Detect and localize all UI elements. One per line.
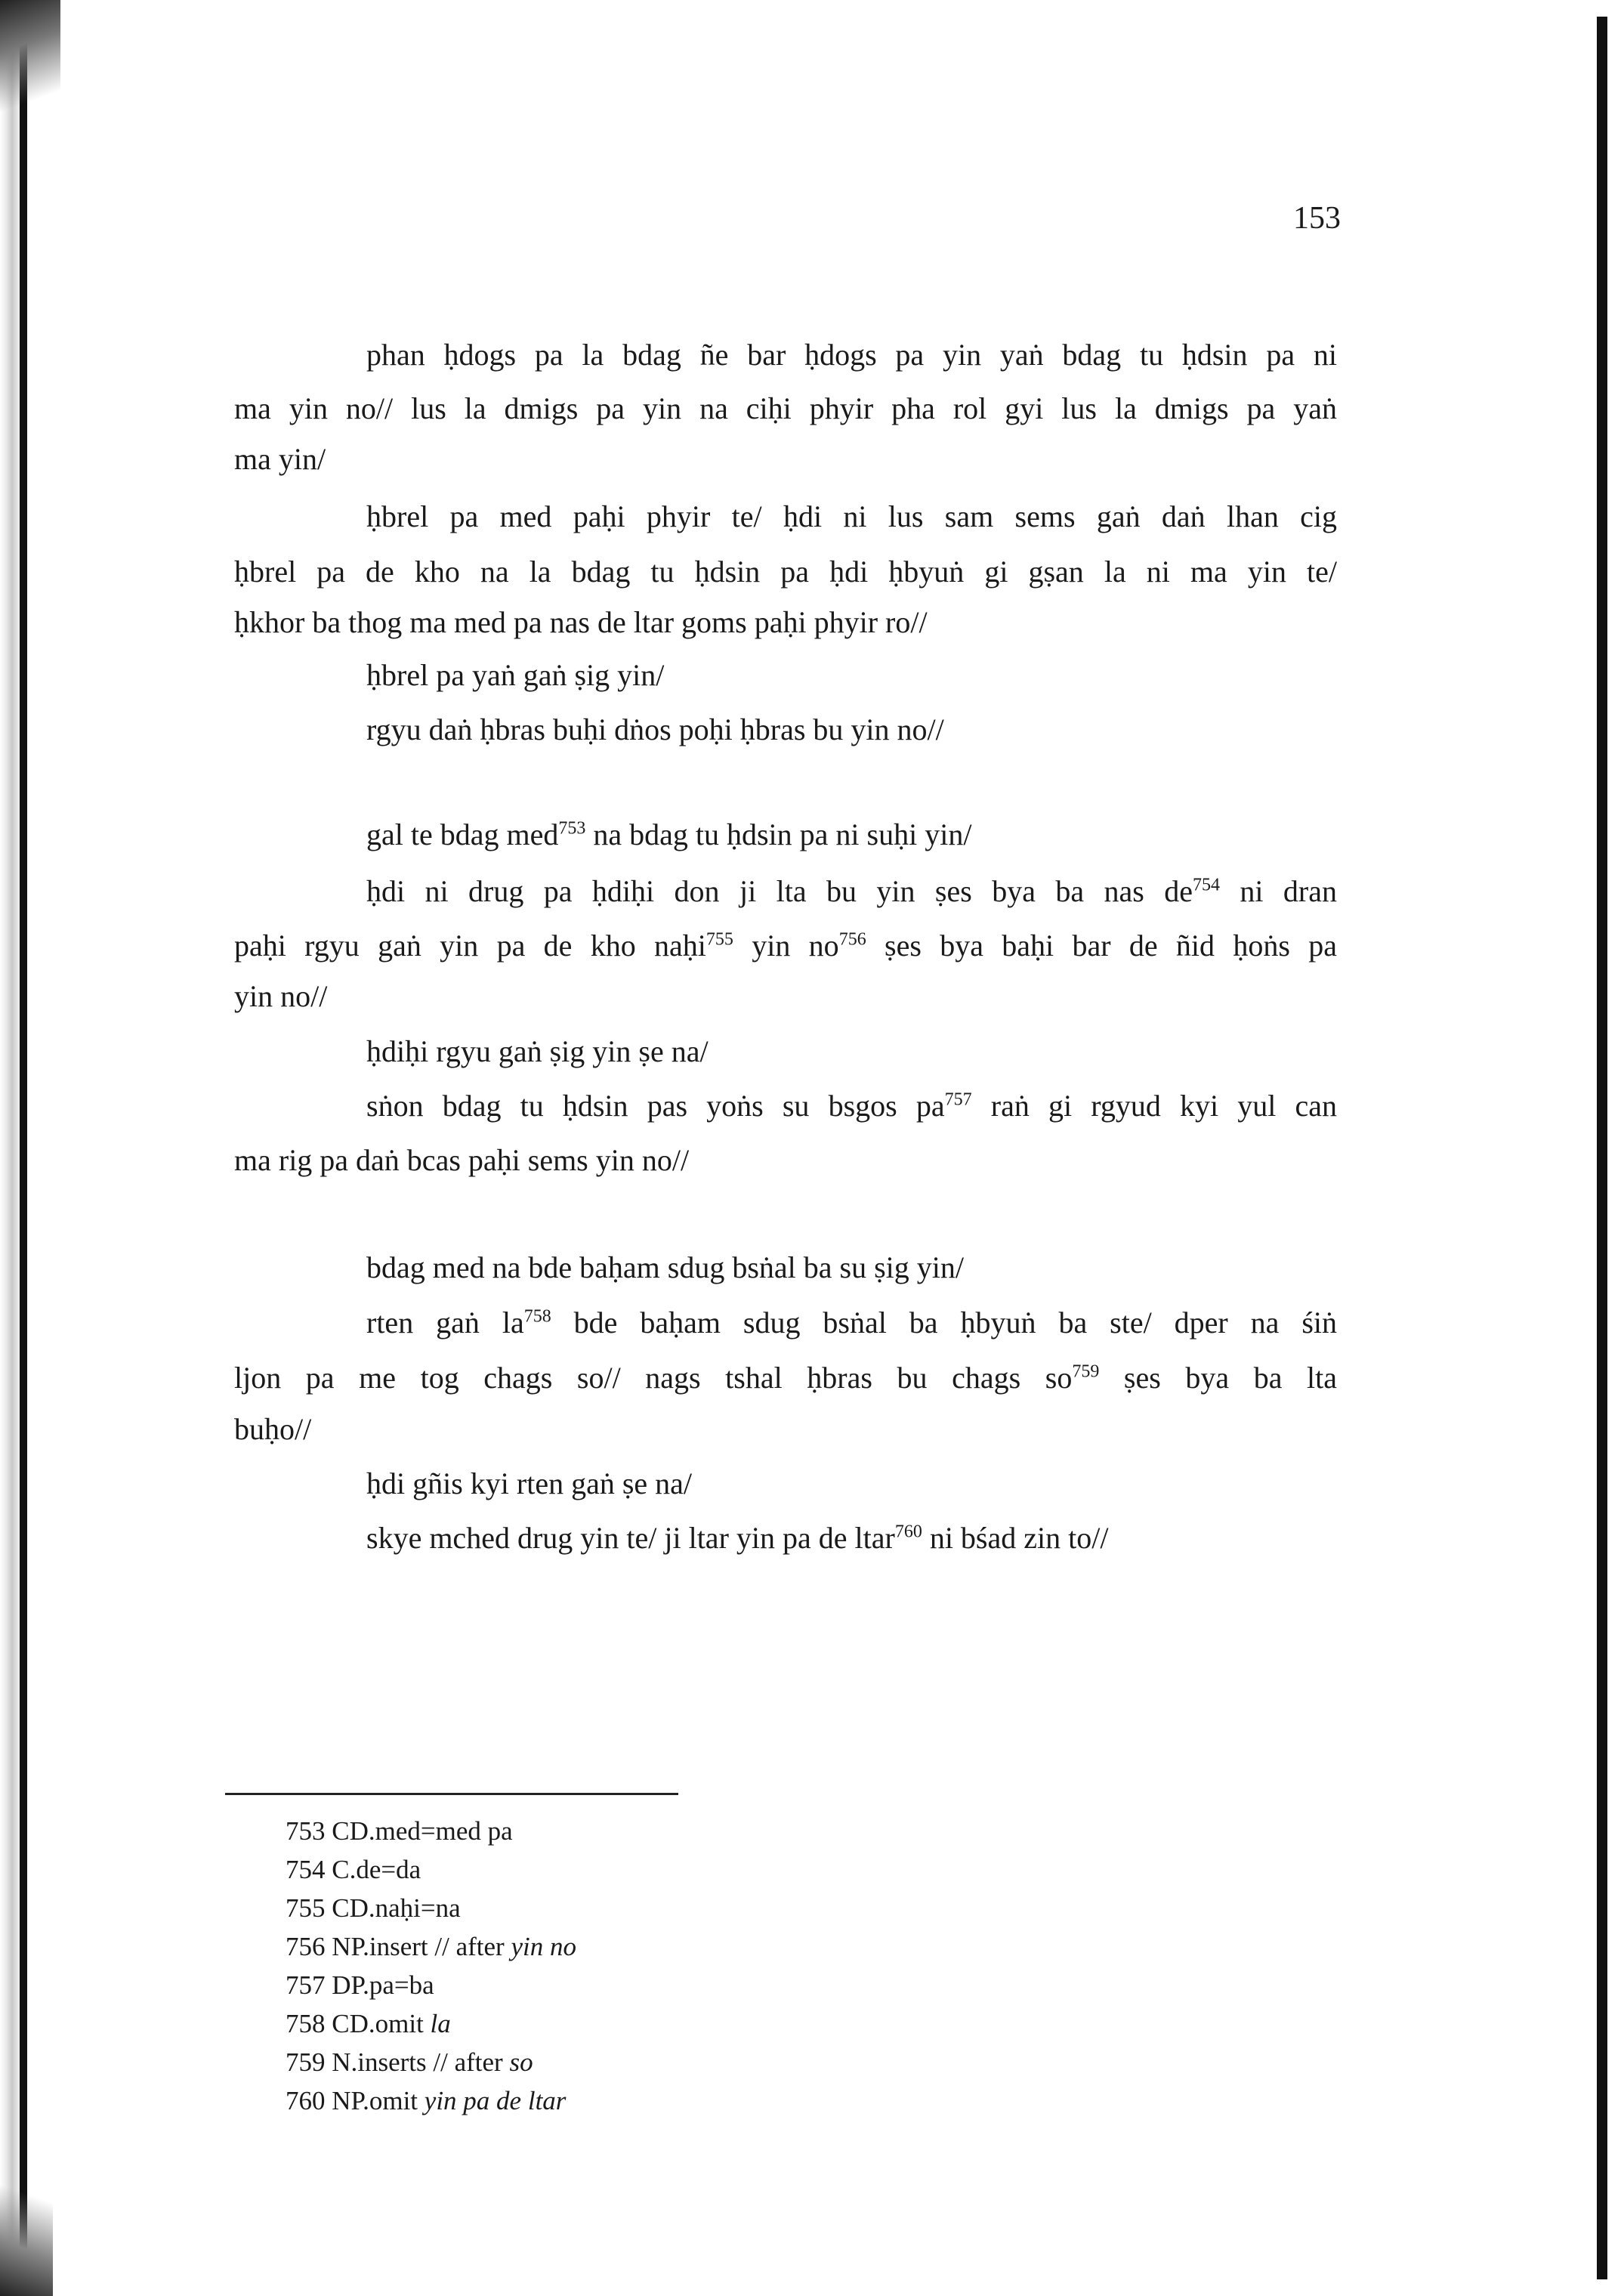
footnote-760 (286, 2081, 576, 2120)
binding-shadow-left (0, 0, 36, 2296)
text-line (234, 928, 1337, 964)
footnote-number: 757 (286, 1970, 326, 2000)
text-segment: ljon pa me tog chags so// nags tshal ḥbras bu chags so (234, 1361, 1073, 1395)
text-segment: ni bśad zin to// (929, 1521, 1109, 1555)
text-line: ḥbrel pa med paḥi phyir te/ ḥdi ni lus sam sems gaṅ daṅ lhan cig (366, 499, 1337, 533)
footnote-italic: so (509, 2047, 533, 2077)
footnote-ref: 756 (838, 929, 866, 950)
footnote-text: CD.omit (332, 2009, 424, 2038)
footnote-italic: yin no (511, 1932, 576, 1961)
binding-edge-left (20, 30, 27, 2267)
text-line: rgyu daṅ ḥbras buḥi dṅos poḥi ḥbras bu yin no// (366, 712, 944, 746)
footnote-759 (286, 2043, 576, 2081)
footnote-ref: 759 (1072, 1361, 1100, 1382)
text-line: ma yin no// lus la dmigs pa yin na ciḥi phyir pha rol gyi lus la dmigs pa yaṅ (234, 391, 1337, 425)
text-segment: bde baḥam sdug bsṅal ba ḥbyuṅ ba ste/ dper na śiṅ (573, 1306, 1338, 1340)
footnote-757 (286, 1966, 576, 2004)
footnote-italic: yin pa de ltar (424, 2086, 567, 2115)
text-line: ma yin/ (234, 442, 326, 476)
footnote-text: CD.naḥi=na (332, 1893, 461, 1923)
text-segment: ṣes bya baḥi bar de ñid ḥoṅs pa (885, 929, 1337, 963)
text-segment: yin no (752, 929, 839, 963)
footnote-number: 760 (286, 2086, 326, 2115)
footnote-ref: 755 (705, 929, 733, 950)
footnote-separator (225, 1793, 678, 1795)
footnote-ref: 757 (944, 1089, 972, 1110)
text-line: phan ḥdogs pa la bdag ñe bar ḥdogs pa yin yaṅ bdag tu ḥdsin pa ni (366, 338, 1337, 372)
footnote-number: 755 (286, 1893, 326, 1923)
footnote-ref: 758 (523, 1306, 551, 1327)
footnote-text: NP.insert // after (332, 1932, 505, 1961)
footnote-number: 753 (286, 1816, 326, 1846)
text-line (366, 1520, 1108, 1556)
text-segment: gal te bdag med (366, 817, 559, 851)
text-line: ḥbrel pa de kho na la bdag tu ḥdsin pa ḥdi ḥbyuṅ gi gṣan la ni ma yin te/ (234, 555, 1337, 589)
text-segment: ni dran (1240, 874, 1337, 908)
footnote-758 (286, 2004, 576, 2043)
text-line: yin no// (234, 979, 328, 1013)
binding-shadow-bottom (0, 2175, 53, 2296)
footnote-753 (286, 1812, 576, 1850)
text-line (366, 1088, 1337, 1124)
text-line (234, 1360, 1337, 1396)
footnote-number: 758 (286, 2009, 326, 2038)
footnote-text: N.inserts // after (332, 2047, 503, 2077)
footnote-754 (286, 1850, 576, 1889)
footnote-number: 754 (286, 1855, 326, 1884)
footnote-ref: 753 (558, 818, 586, 839)
footnote-ref: 760 (894, 1522, 922, 1542)
text-line: ḥdi gñis kyi rten gaṅ ṣe na/ (366, 1466, 693, 1500)
text-line: buḥo// (234, 1412, 312, 1446)
text-segment: rten gaṅ la (366, 1306, 524, 1340)
footnote-755 (286, 1889, 576, 1927)
footnote-number: 756 (286, 1932, 326, 1961)
page-number: 153 (1293, 201, 1341, 236)
footnote-text: NP.omit (332, 2086, 418, 2115)
footnote-text: CD.med=med pa (332, 1816, 513, 1846)
text-segment: sṅon bdag tu ḥdsin pas yoṅs su bsgos pa (366, 1089, 945, 1123)
text-segment: na bdag tu ḥdsin pa ni suḥi yin/ (593, 817, 972, 851)
text-segment: ḥdi ni drug pa ḥdiḥi don ji lta bu yin ṣes bya ba nas de (366, 874, 1193, 908)
footnote-756 (286, 1927, 576, 1966)
binding-shadow-top (0, 0, 60, 128)
text-line (366, 817, 971, 853)
text-line: ḥkhor ba thog ma med pa nas de ltar goms paḥi phyir ro// (234, 605, 928, 639)
footnotes (286, 1812, 576, 2120)
text-segment: raṅ gi rgyud kyi yul can (990, 1089, 1338, 1123)
text-line (366, 873, 1337, 910)
page-edge-right (1597, 17, 1607, 2279)
text-segment: paḥi rgyu gaṅ yin pa de kho naḥi (234, 929, 706, 963)
text-line: ḥbrel pa yaṅ gaṅ ṣig yin/ (366, 658, 665, 692)
text-line: bdag med na bde baḥam sdug bsṅal ba su ṣig yin/ (366, 1250, 964, 1284)
footnote-text: C.de=da (332, 1855, 421, 1884)
text-segment: ṣes bya ba lta (1123, 1361, 1338, 1395)
text-line: ḥdiḥi rgyu gaṅ ṣig yin ṣe na/ (366, 1034, 709, 1068)
footnote-number: 759 (286, 2047, 326, 2077)
text-line: ma rig pa daṅ bcas paḥi sems yin no// (234, 1143, 690, 1177)
footnote-italic: la (430, 2009, 451, 2038)
text-segment: skye mched drug yin te/ ji ltar yin pa de ltar (366, 1521, 895, 1555)
footnote-text: DP.pa=ba (332, 1970, 434, 2000)
text-line (366, 1305, 1337, 1341)
footnote-ref: 754 (1193, 875, 1220, 895)
